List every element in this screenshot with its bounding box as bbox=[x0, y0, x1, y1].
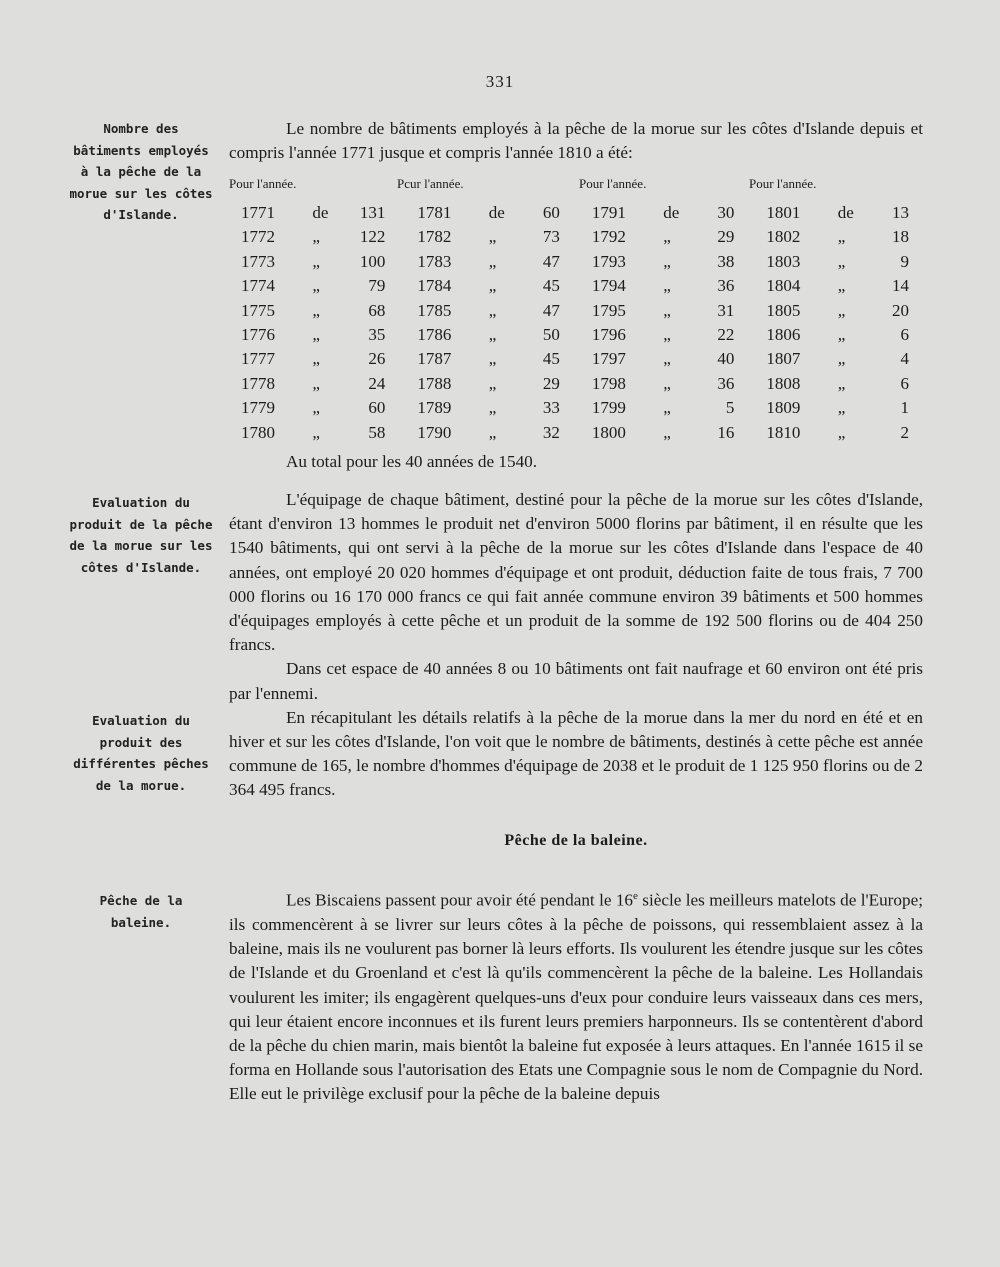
count-cell: 45 bbox=[542, 276, 560, 296]
recap-paragraph: En récapitulant les détails relatifs à la pêche de la morue dans la mer du nord en été et en hiver et sur les côtes d'Islande, l'on voit que le nombre de bâtiments, destinés à cette pêche est année commune de 165, le nombre d'hommes d'équipage de 2038 et le produit de 1 125 950 florins ou de 2 364 495 francs. bbox=[229, 707, 923, 800]
year-cell: 1790 bbox=[417, 422, 452, 442]
marker-cell: „ bbox=[663, 349, 671, 369]
count-cell: 31 bbox=[717, 300, 735, 320]
count-cell: 4 bbox=[900, 349, 909, 369]
marker-cell: „ bbox=[837, 422, 846, 442]
year-cell: 1786 bbox=[417, 325, 452, 345]
marker-cell: de bbox=[663, 203, 680, 222]
count-cell: 38 bbox=[717, 251, 735, 271]
marker-cell: „ bbox=[837, 300, 846, 320]
count-cell: 1 bbox=[900, 398, 909, 418]
year-cell: 1796 bbox=[591, 325, 626, 345]
count-cell: 5 bbox=[725, 398, 735, 418]
year-cell: 1791 bbox=[591, 203, 626, 222]
count-cell: 24 bbox=[368, 373, 386, 393]
margin-note-evaluation-differentes: Evaluation du produit des différentes pêches de la morue. bbox=[73, 713, 209, 793]
margin-note-nombre-batiments: Nombre des bâtiments employés à la pêche de la morue sur les côtes d'Islande. bbox=[69, 121, 213, 222]
year-cell: 1807 bbox=[766, 349, 801, 369]
marker-cell: „ bbox=[488, 398, 497, 418]
year-cell: 1781 bbox=[417, 203, 452, 222]
year-cell: 1809 bbox=[766, 398, 801, 418]
count-cell: 131 bbox=[359, 203, 386, 222]
marker-cell: „ bbox=[488, 349, 497, 369]
marker-cell: „ bbox=[488, 325, 497, 345]
marker-cell: „ bbox=[663, 251, 671, 271]
year-cell: 1773 bbox=[241, 251, 275, 271]
table-row bbox=[229, 347, 929, 371]
count-cell: 33 bbox=[542, 398, 560, 418]
count-cell: 9 bbox=[900, 251, 909, 271]
marker-cell: „ bbox=[312, 227, 320, 247]
marker-cell: „ bbox=[488, 422, 497, 442]
marker-cell: „ bbox=[837, 373, 846, 393]
table-row bbox=[229, 274, 929, 298]
year-cell: 1803 bbox=[766, 251, 801, 271]
marker-cell: „ bbox=[663, 325, 671, 345]
marker-cell: „ bbox=[837, 276, 846, 296]
table-row bbox=[229, 299, 929, 323]
evaluation-paragraph: L'équipage de chaque bâtiment, destiné pour la pêche de la morue sur les côtes d'Islande, étant d'environ 13 hommes le produit net d'environ 5000 florins par bâtiment, il en résulte que les 1540 bâtiments, qui ont servi à la pêche de la morue sur les côtes d'Islande dans l'espace de 40 années, ont employé 20 020 hommes d'équipage et ont produit, déduction faite de tous frais, 7 700 000 florins ou 16 170 000 francs ce qui fait année commune environ 39 bâtiments et 500 hommes d'équipages employés à cette pêche et un produit de la somme de 192 500 florins ou de 404 250 francs. bbox=[229, 490, 923, 655]
count-cell: 35 bbox=[368, 325, 386, 345]
year-cell: 1802 bbox=[766, 227, 801, 247]
count-cell: 16 bbox=[717, 422, 735, 442]
count-cell: 26 bbox=[368, 349, 386, 369]
year-cell: 1795 bbox=[591, 300, 626, 320]
intro-text: Le nombre de bâtiments employés à la pêche de la morue sur les côtes d'Islande depuis et compris l'année 1771 jusque et compris l'année 1810 a été: bbox=[229, 119, 923, 163]
count-cell: 45 bbox=[542, 349, 560, 369]
marker-cell: „ bbox=[837, 398, 846, 418]
year-cell: 1783 bbox=[417, 251, 452, 271]
year-cell: 1787 bbox=[417, 349, 452, 369]
count-cell: 50 bbox=[542, 325, 560, 345]
count-cell: 14 bbox=[892, 276, 909, 296]
count-cell: 20 bbox=[892, 300, 909, 320]
marker-cell: „ bbox=[663, 276, 671, 296]
year-cell: 1771 bbox=[241, 203, 275, 222]
evaluation-section bbox=[229, 488, 923, 803]
marker-cell: „ bbox=[837, 325, 846, 345]
marker-cell: „ bbox=[312, 422, 320, 442]
year-cell: 1810 bbox=[766, 422, 801, 442]
year-cell: 1797 bbox=[591, 349, 626, 369]
count-cell: 100 bbox=[359, 251, 386, 271]
count-cell: 47 bbox=[542, 251, 560, 271]
year-cell: 1792 bbox=[591, 227, 626, 247]
marker-cell: de bbox=[488, 203, 505, 222]
year-cell: 1793 bbox=[591, 251, 626, 271]
count-cell: 29 bbox=[717, 227, 735, 247]
year-cell: 1775 bbox=[241, 300, 275, 320]
table-row bbox=[229, 421, 929, 445]
count-cell: 22 bbox=[717, 325, 735, 345]
count-cell: 32 bbox=[542, 422, 560, 442]
marker-cell: „ bbox=[312, 276, 320, 296]
naufrage-paragraph: Dans cet espace de 40 années 8 ou 10 bâtiments ont fait naufrage et 60 environ ont été pris par l'ennemi. bbox=[229, 659, 923, 703]
count-cell: 58 bbox=[368, 422, 386, 442]
marker-cell: „ bbox=[312, 325, 320, 345]
marker-cell: „ bbox=[312, 300, 320, 320]
marker-cell: „ bbox=[312, 373, 320, 393]
year-cell: 1806 bbox=[766, 325, 801, 345]
marker-cell: „ bbox=[488, 300, 497, 320]
year-cell: 1776 bbox=[241, 325, 275, 345]
marker-cell: „ bbox=[837, 349, 846, 369]
total-line: Au total pour les 40 années de 1540. bbox=[286, 452, 538, 471]
count-cell: 40 bbox=[717, 349, 735, 369]
baleine-section bbox=[229, 884, 923, 1107]
year-cell: 1784 bbox=[417, 276, 452, 296]
superscript-e: e bbox=[633, 890, 638, 902]
marker-cell: „ bbox=[663, 422, 671, 442]
year-cell: 1794 bbox=[591, 276, 626, 296]
count-cell: 60 bbox=[368, 398, 386, 418]
marker-cell: „ bbox=[488, 227, 497, 247]
year-cell: 1798 bbox=[591, 373, 626, 393]
count-cell: 13 bbox=[892, 203, 909, 222]
marker-cell: „ bbox=[488, 373, 497, 393]
table-row bbox=[229, 225, 929, 249]
count-cell: 36 bbox=[717, 373, 735, 393]
section-heading-baleine: Pêche de la baleine. bbox=[504, 832, 648, 849]
year-cell: 1805 bbox=[766, 300, 801, 320]
count-cell: 122 bbox=[359, 227, 386, 247]
table-header-3: Pour l'année. bbox=[579, 176, 647, 191]
year-cell: 1772 bbox=[241, 227, 275, 247]
year-cell: 1804 bbox=[766, 276, 801, 296]
count-cell: 60 bbox=[542, 203, 560, 222]
count-cell: 73 bbox=[542, 227, 560, 247]
year-cell: 1779 bbox=[241, 398, 275, 418]
count-cell: 30 bbox=[717, 203, 735, 222]
year-cell: 1799 bbox=[591, 398, 626, 418]
table-header-1: Pour l'année. bbox=[229, 176, 297, 191]
table-row bbox=[229, 250, 929, 274]
marker-cell: de bbox=[312, 203, 329, 222]
marker-cell: „ bbox=[488, 276, 497, 296]
marker-cell: „ bbox=[663, 398, 671, 418]
marker-cell: de bbox=[837, 203, 854, 222]
table-header-row bbox=[229, 176, 929, 196]
year-cell: 1789 bbox=[417, 398, 452, 418]
margin-note-peche-baleine: Pêche de la baleine. bbox=[99, 893, 183, 930]
count-cell: 18 bbox=[892, 227, 909, 247]
count-cell: 6 bbox=[900, 325, 909, 345]
margin-note-evaluation-islande: Evaluation du produit de la pêche de la morue sur les côtes d'Islande. bbox=[69, 495, 213, 575]
marker-cell: „ bbox=[312, 349, 320, 369]
year-cell: 1785 bbox=[417, 300, 452, 320]
count-cell: 6 bbox=[900, 373, 909, 393]
count-cell: 36 bbox=[717, 276, 735, 296]
year-cell: 1808 bbox=[766, 373, 801, 393]
marker-cell: „ bbox=[312, 398, 320, 418]
marker-cell: „ bbox=[837, 251, 846, 271]
year-cell: 1801 bbox=[766, 203, 801, 222]
ships-by-year-table bbox=[229, 201, 929, 445]
intro-paragraph bbox=[229, 117, 923, 165]
year-cell: 1777 bbox=[241, 349, 275, 369]
page-number: 331 bbox=[485, 72, 515, 91]
marker-cell: „ bbox=[488, 251, 497, 271]
table-row bbox=[229, 201, 929, 225]
marker-cell: „ bbox=[663, 227, 671, 247]
table-row bbox=[229, 372, 929, 396]
table-row bbox=[229, 396, 929, 420]
count-cell: 29 bbox=[542, 373, 560, 393]
marker-cell: „ bbox=[837, 227, 846, 247]
marker-cell: „ bbox=[312, 251, 320, 271]
year-cell: 1774 bbox=[241, 276, 275, 296]
year-cell: 1778 bbox=[241, 373, 275, 393]
marker-cell: „ bbox=[663, 300, 671, 320]
year-cell: 1782 bbox=[417, 227, 452, 247]
count-cell: 68 bbox=[368, 300, 386, 320]
table-header-2: Pcur l'année. bbox=[397, 176, 464, 191]
year-cell: 1780 bbox=[241, 422, 275, 442]
table-header-4: Pour l'année. bbox=[749, 176, 817, 191]
year-cell: 1788 bbox=[417, 373, 452, 393]
marker-cell: „ bbox=[663, 373, 671, 393]
baleine-paragraph: Les Biscaiens passent pour avoir été pendant le 16e siècle les meilleurs matelots de l'Europe; ils commencèrent à se livrer sur leurs côtes à la pêche de poissons, qui ressemblaient assez à la baleine, mais ils ne voulurent pas borner là leurs efforts. Ils voulurent les étendre jusque sur les côtes de l'Islande et du Groenland et c'est là qu'ils commencèrent la pêche de la baleine. Les Hollandais voulurent les imiter; ils engagèrent quelques-uns d'eux pour conduire leurs vaisseaux dans ces mers, qui leur étaient encore inconnues et ils furent leurs premiers harponneurs. Ils se contentèrent d'abord de la pêche du chien marin, mais bientôt la baleine fut exposée à leurs attaques. En l'année 1615 il se forma en Hollande sous l'autorisation des Etats une Compagnie sous le nom de Compagnie du Nord. Elle eut le privilège exclusif pour la pêche de la baleine depuis bbox=[229, 890, 923, 1104]
count-cell: 47 bbox=[542, 300, 560, 320]
table-row bbox=[229, 323, 929, 347]
count-cell: 79 bbox=[368, 276, 386, 296]
count-cell: 2 bbox=[900, 422, 909, 442]
year-cell: 1800 bbox=[591, 422, 626, 442]
